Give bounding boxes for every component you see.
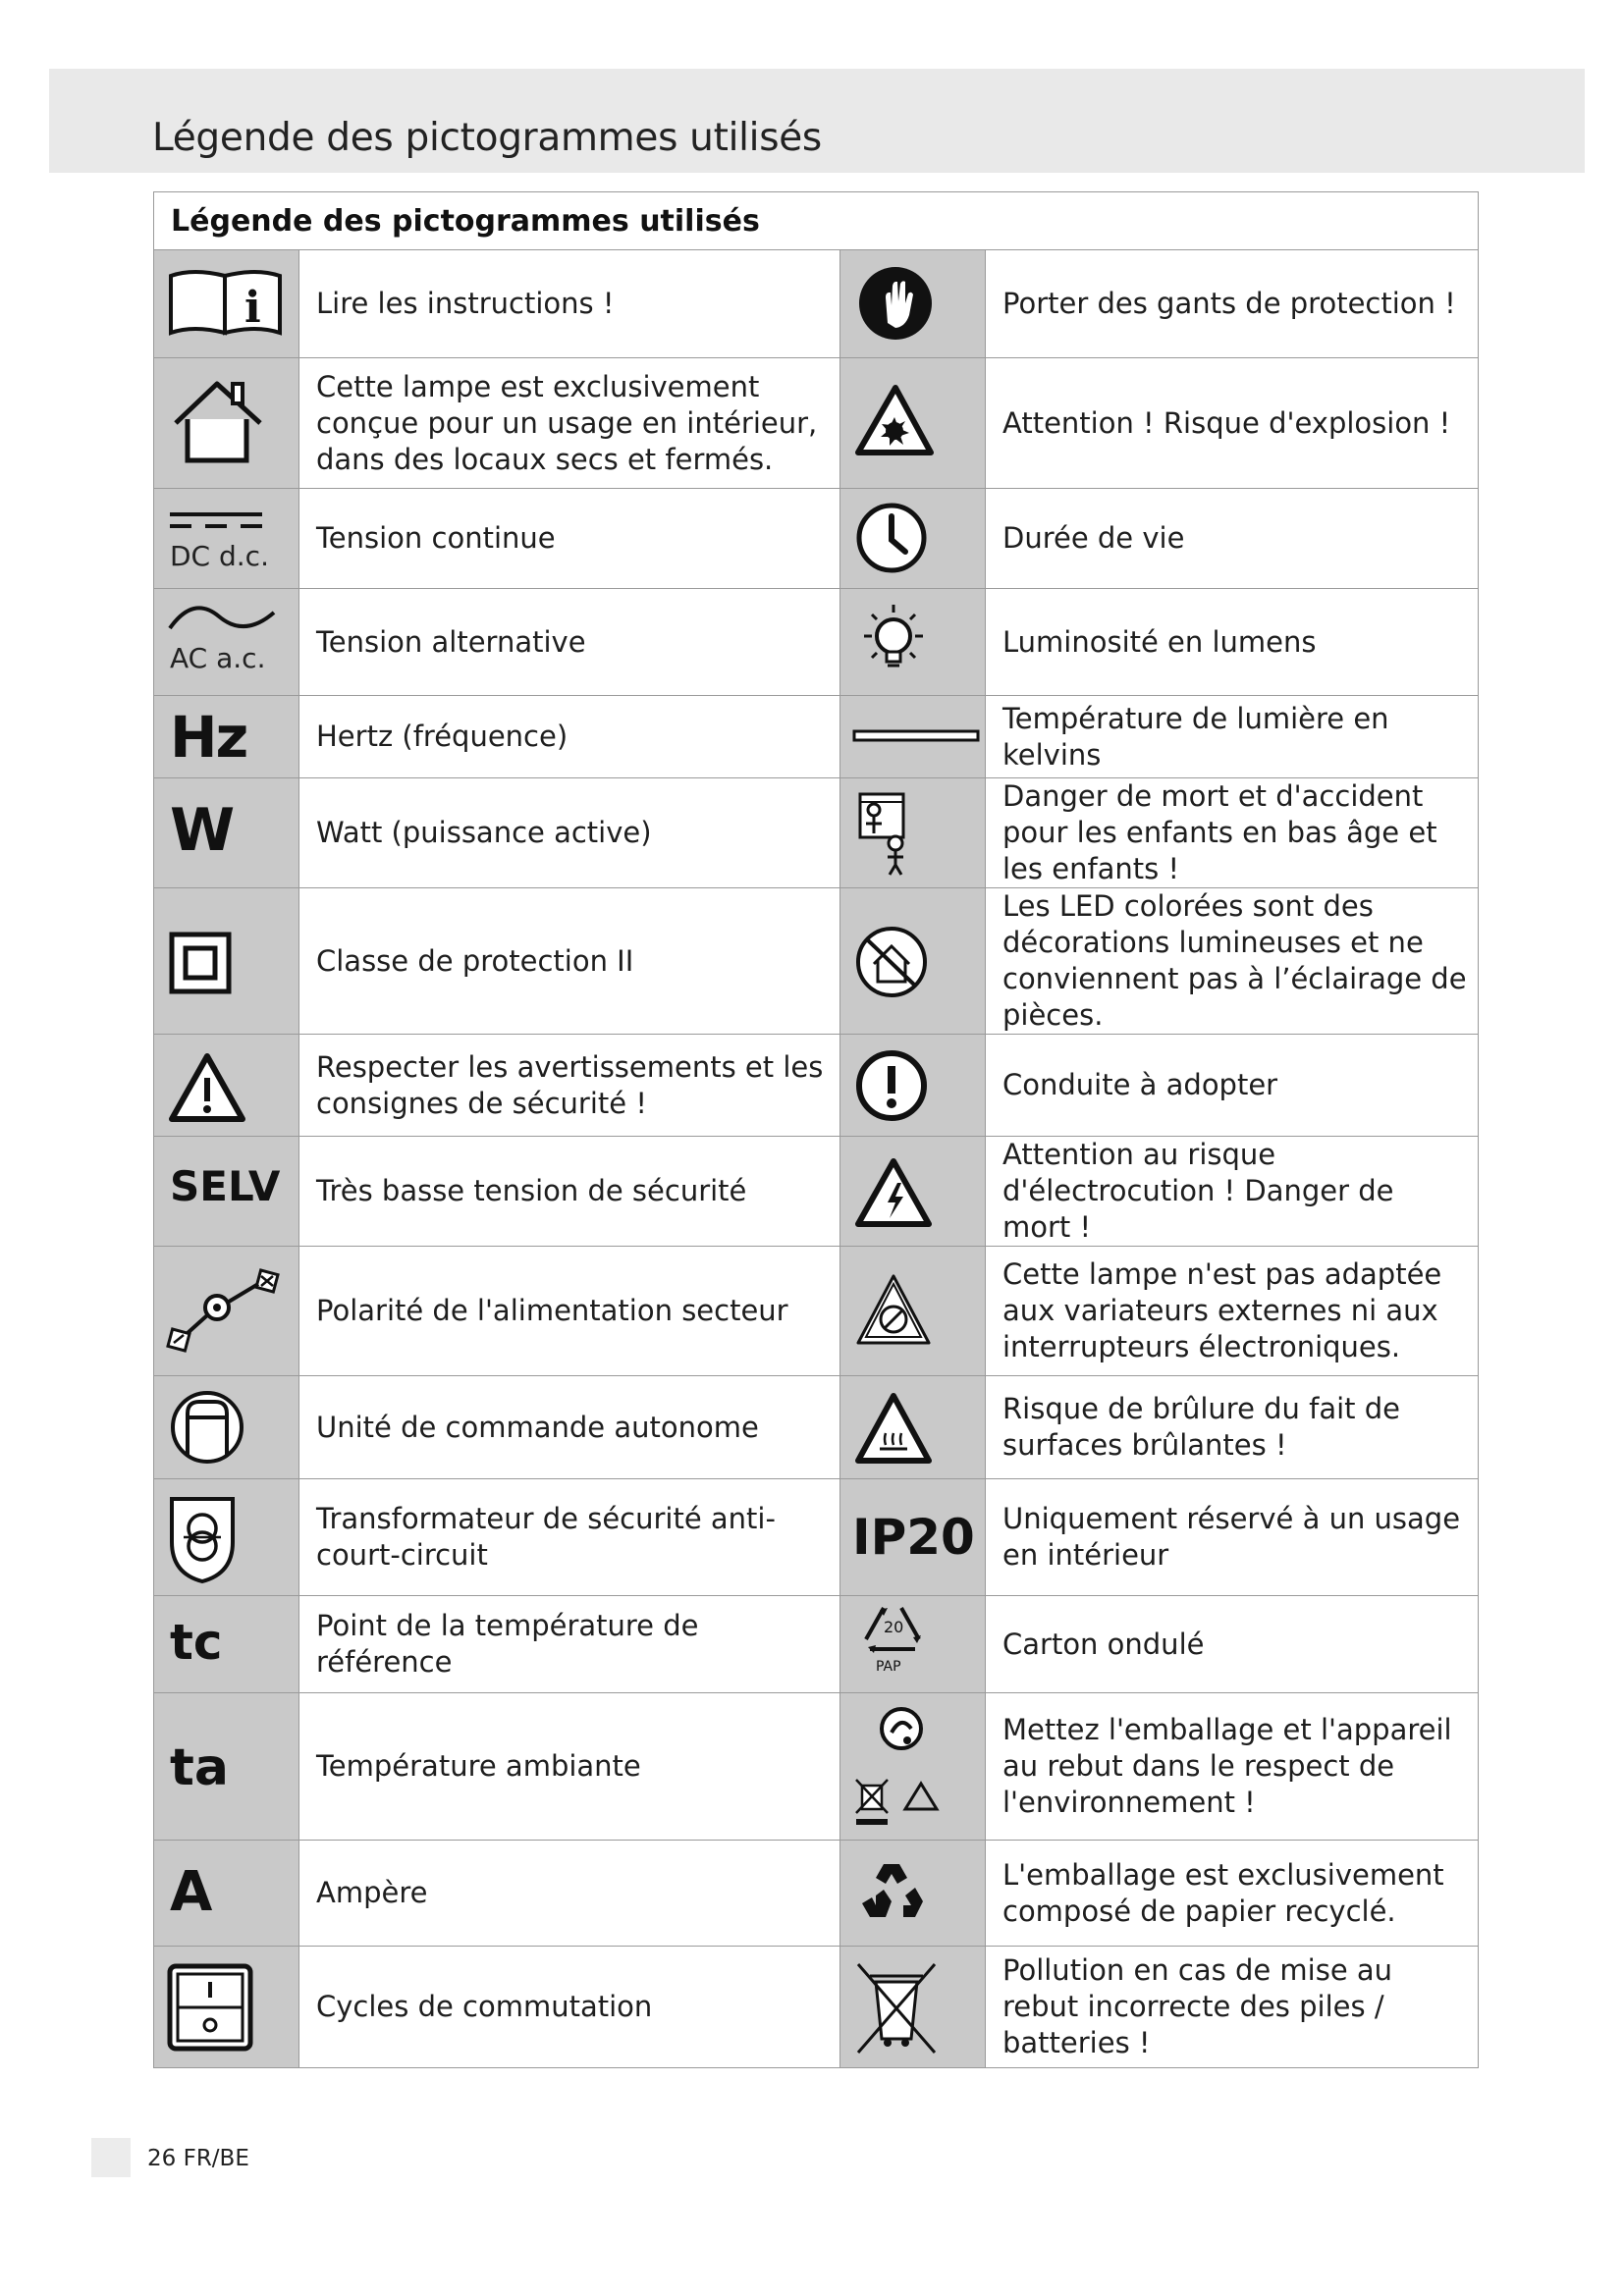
icon-cell	[840, 1596, 986, 1693]
description-cell: Température de lumière en kelvins	[986, 696, 1479, 778]
icon-cell	[154, 888, 299, 1035]
selv-icon: SELV	[170, 1162, 281, 1210]
icon-cell	[840, 250, 986, 358]
table-row	[154, 1693, 1479, 1841]
page-footer	[147, 2146, 249, 2171]
description-cell: Cette lampe est exclusivement conçue pour un usage en intérieur, dans des locaux secs et fermés.	[299, 358, 840, 489]
description-cell: Risque de brûlure du fait de surfaces brûlantes !	[986, 1376, 1479, 1479]
description-cell: Conduite à adopter	[986, 1035, 1479, 1137]
table-row	[154, 888, 1479, 1035]
icon-cell	[840, 696, 986, 778]
description-cell: Attention au risque d'électrocution ! Danger de mort !	[986, 1137, 1479, 1247]
warning-triangle-icon	[154, 1035, 299, 1136]
icon-cell	[154, 1596, 299, 1693]
description-cell: Hertz (fréquence)	[299, 696, 840, 778]
description-cell: Luminosité en lumens	[986, 589, 1479, 696]
description-cell: Tension alternative	[299, 589, 840, 696]
icon-cell	[840, 1479, 986, 1596]
description-cell: Carton ondulé	[986, 1596, 1479, 1693]
page-number: 26	[147, 2146, 177, 2171]
description-cell: Température ambiante	[299, 1693, 840, 1841]
hot-surface-icon	[840, 1376, 986, 1478]
table-row	[154, 1596, 1479, 1693]
table-row	[154, 696, 1479, 778]
description-cell: Durée de vie	[986, 489, 1479, 589]
dc-voltage-icon	[154, 489, 299, 588]
description-cell: Unité de commande autonome	[299, 1376, 840, 1479]
table-row	[154, 589, 1479, 696]
safety-transformer-icon	[154, 1479, 299, 1595]
description-cell: Lire les instructions !	[299, 250, 840, 358]
icon-cell	[154, 696, 299, 778]
icon-cell	[154, 1247, 299, 1376]
polarity-icon	[154, 1247, 299, 1375]
icon-cell	[840, 778, 986, 888]
mandatory-action-icon	[840, 1035, 986, 1136]
description-cell: Uniquement réservé à un usage en intérieur	[986, 1479, 1479, 1596]
ip20-icon: IP20	[852, 1509, 975, 1566]
watt-icon: W	[170, 796, 236, 865]
icon-cell	[840, 1247, 986, 1376]
icon-cell	[154, 589, 299, 696]
icon-cell	[840, 489, 986, 589]
description-cell: Polarité de l'alimentation secteur	[299, 1247, 840, 1376]
wear-gloves-icon	[840, 250, 986, 357]
svg-text:i: i	[244, 283, 261, 333]
table-row	[154, 1137, 1479, 1247]
table-row	[154, 250, 1479, 358]
switching-cycles-icon	[154, 1947, 299, 2067]
pictogram-legend-table	[153, 191, 1479, 2068]
description-cell: Danger de mort et d'accident pour les enfants en bas âge et les enfants !	[986, 778, 1479, 888]
table-row	[154, 358, 1479, 489]
table-row	[154, 1947, 1479, 2068]
description-cell: Les LED colorées sont des décorations lumineuses et ne conviennent pas à l’éclairage de pièces.	[986, 888, 1479, 1035]
description-cell: Cycles de commutation	[299, 1947, 840, 2068]
description-cell: Pollution en cas de mise au rebut incorrecte des piles / batteries !	[986, 1947, 1479, 2068]
battery-disposal-icon	[840, 1947, 986, 2067]
icon-cell	[154, 1376, 299, 1479]
description-cell: Classe de protection II	[299, 888, 840, 1035]
icon-cell	[154, 250, 299, 358]
table-row	[154, 1035, 1479, 1137]
electric-shock-icon	[840, 1144, 986, 1239]
icon-cell	[154, 1841, 299, 1947]
description-cell: Ampère	[299, 1841, 840, 1947]
control-unit-icon	[154, 1376, 299, 1478]
description-cell: Mettez l'emballage et l'appareil au rebut dans le respect de l'environnement !	[986, 1693, 1479, 1841]
description-cell: Porter des gants de protection !	[986, 250, 1479, 358]
tc-icon: tc	[170, 1614, 223, 1671]
recycling-pap20-icon	[840, 1596, 986, 1692]
icon-cell	[840, 1137, 986, 1247]
description-cell: Tension continue	[299, 489, 840, 589]
icon-cell	[840, 1693, 986, 1841]
icon-cell	[840, 1947, 986, 2068]
table-caption-row	[154, 192, 1479, 250]
table-row	[154, 489, 1479, 589]
icon-cell	[154, 1947, 299, 2068]
description-cell: Attention ! Risque d'explosion !	[986, 358, 1479, 489]
icon-cell	[154, 1479, 299, 1596]
description-cell: Cette lampe n'est pas adaptée aux variateurs externes ni aux interrupteurs électroniques.	[986, 1247, 1479, 1376]
description-cell: L'emballage est exclusivement composé de papier recyclé.	[986, 1841, 1479, 1947]
locale-label: FR/BE	[183, 2146, 249, 2171]
description-cell: Transformateur de sécurité anti-court-circuit	[299, 1479, 840, 1596]
icon-cell	[154, 1137, 299, 1247]
icon-cell	[840, 888, 986, 1035]
icon-cell	[840, 358, 986, 489]
color-temperature-bar-icon	[840, 696, 986, 777]
description-cell: Point de la température de référence	[299, 1596, 840, 1693]
read-instructions-icon	[154, 250, 299, 357]
protection-class-2-icon	[154, 897, 299, 1025]
table-row	[154, 1376, 1479, 1479]
description-cell: Très basse tension de sécurité	[299, 1137, 840, 1247]
clock-icon	[840, 489, 986, 588]
no-dimmer-icon	[840, 1247, 986, 1375]
description-cell: Watt (puissance active)	[299, 778, 840, 888]
light-bulb-icon	[840, 589, 986, 695]
table-row	[154, 1247, 1479, 1376]
table-row	[154, 1479, 1479, 1596]
no-room-lighting-icon	[840, 897, 986, 1025]
description-cell: Respecter les avertissements et les consignes de sécurité !	[299, 1035, 840, 1137]
table-row	[154, 778, 1479, 888]
recycle-icon	[840, 1841, 986, 1946]
pap-label: PAP	[876, 1659, 901, 1675]
icon-cell	[154, 358, 299, 489]
ampere-icon: A	[170, 1860, 213, 1924]
ta-icon: ta	[170, 1738, 229, 1797]
table-row	[154, 1841, 1479, 1947]
explosion-warning-icon	[840, 358, 986, 488]
icon-cell	[840, 1035, 986, 1137]
page-title: Légende des pictogrammes utilisés	[152, 116, 822, 160]
hertz-icon: Hz	[170, 704, 247, 771]
icon-cell	[154, 778, 299, 888]
child-danger-icon	[840, 780, 986, 885]
icon-cell	[154, 489, 299, 589]
disposal-icons	[840, 1693, 986, 1840]
indoor-house-icon	[154, 358, 299, 488]
ac-label: AC a.c.	[170, 642, 266, 674]
icon-cell	[154, 1693, 299, 1841]
icon-cell	[840, 1376, 986, 1479]
icon-cell	[154, 1035, 299, 1137]
pap-number-label: 20	[884, 1618, 904, 1636]
dc-label: DC d.c.	[170, 540, 269, 572]
page-number-box	[91, 2138, 131, 2177]
icon-cell	[840, 1841, 986, 1947]
table-caption: Légende des pictogrammes utilisés	[154, 192, 1479, 250]
icon-cell	[840, 589, 986, 696]
